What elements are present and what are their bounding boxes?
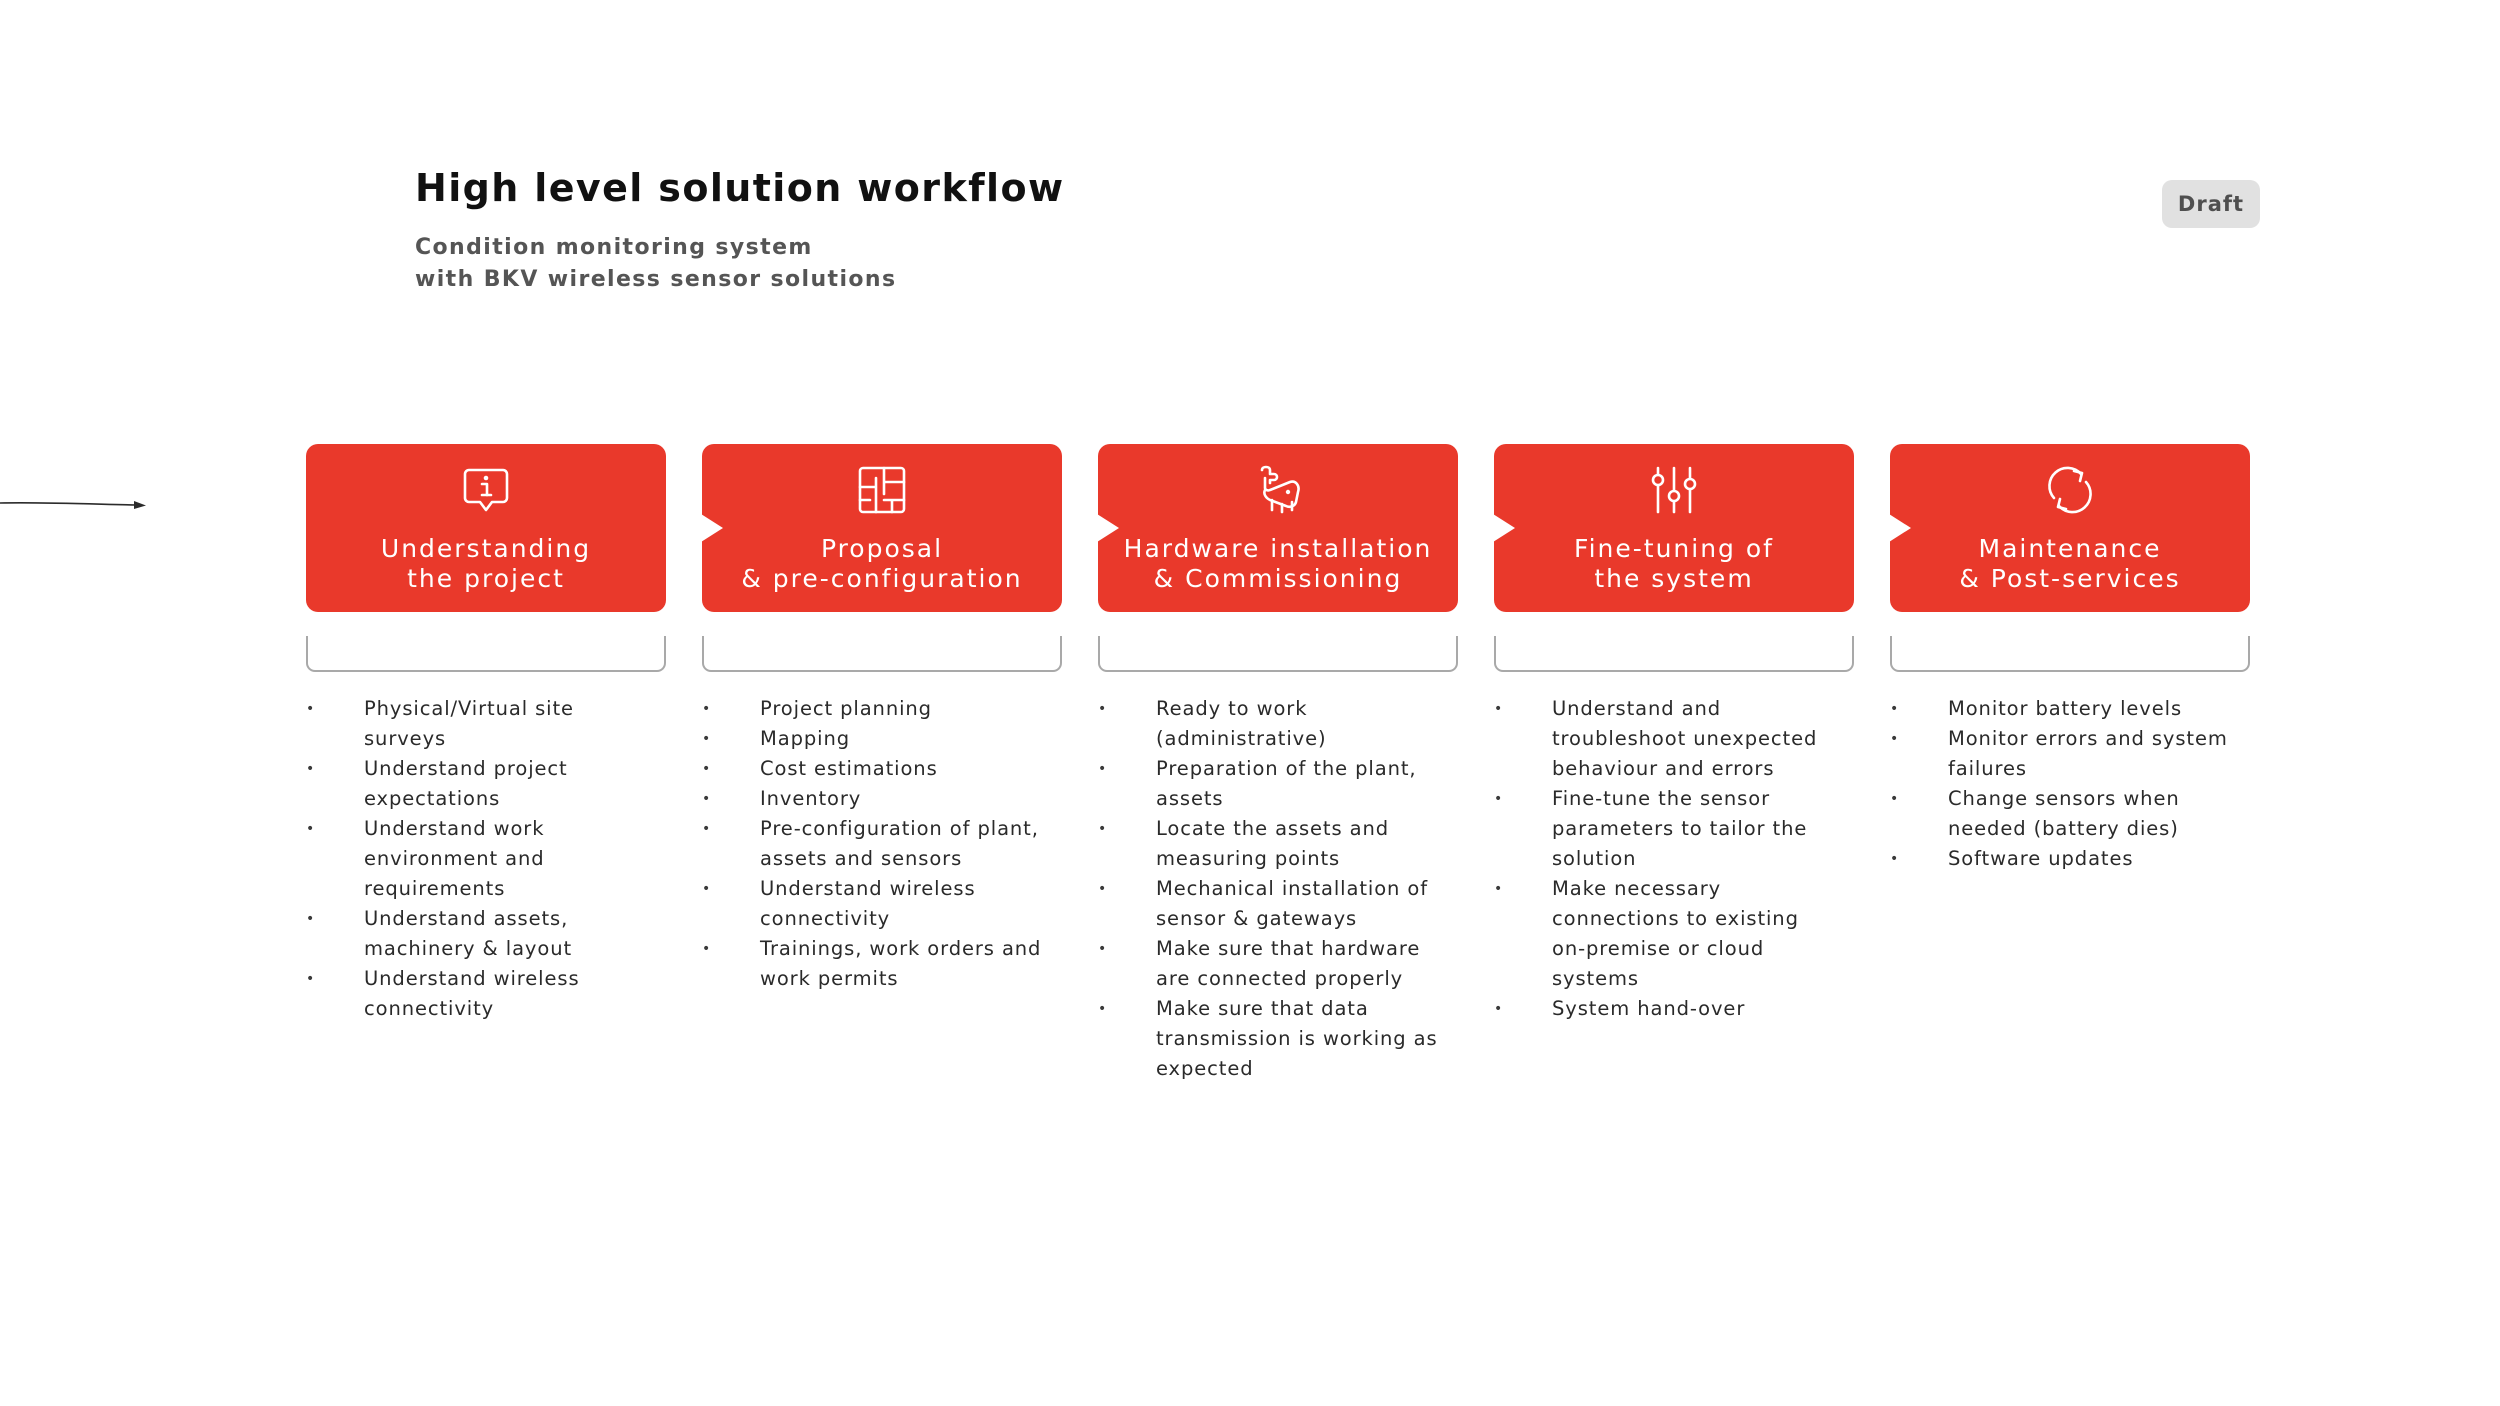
list-item: • Fine-tune the sensor parameters to tailor the solution: [1534, 784, 1834, 874]
list-item: • Mapping: [742, 724, 1042, 754]
list-item: • Cost estimations: [742, 754, 1042, 784]
list-item: • Mechanical installation of sensor & gateways: [1138, 874, 1438, 934]
list-item: • Make necessary connections to existing on-premise or cloud systems: [1534, 874, 1834, 994]
step-label: Hardware installation & Commissioning: [1123, 534, 1433, 593]
step-label: Proposal & pre-configuration: [741, 534, 1023, 593]
list-item: • Make sure that data transmission is working as expected: [1138, 994, 1438, 1084]
step-hardware: [1098, 444, 1458, 612]
bracket: [702, 636, 1062, 672]
list-item: • Software updates: [1930, 844, 2230, 874]
list-item: • Project planning: [742, 694, 1042, 724]
bracket: [306, 636, 666, 672]
step-2-bullets: [742, 694, 1042, 994]
list-item: • Physical/Virtual site surveys: [346, 694, 646, 754]
list-item: • Preparation of the plant, assets: [1138, 754, 1438, 814]
list-item: • Understand wireless connectivity: [346, 964, 646, 1024]
bracket: [1890, 636, 2250, 672]
bracket: [1494, 636, 1854, 672]
step-understanding: [306, 444, 666, 612]
step-fine-tuning: [1494, 444, 1854, 612]
step-maintenance: [1890, 444, 2250, 612]
info-speech-bubble-icon: [456, 460, 516, 520]
page-title: High level solution workflow: [415, 166, 1065, 210]
list-item: • Understand assets, machinery & layout: [346, 904, 646, 964]
list-item: • System hand-over: [1534, 994, 1834, 1024]
subtitle-line-1: Condition monitoring system: [415, 235, 813, 260]
refresh-icon: [2040, 460, 2100, 520]
pointer-arrow-icon: [0, 494, 150, 514]
list-item: • Inventory: [742, 784, 1042, 814]
step-label: Maintenance & Post-services: [1959, 534, 2181, 593]
sliders-icon: [1644, 460, 1704, 520]
step-4-bullets: [1534, 694, 1834, 1024]
list-item: • Understand work environment and requirements: [346, 814, 646, 904]
page-subtitle: [415, 232, 897, 296]
list-item: • Locate the assets and measuring points: [1138, 814, 1438, 874]
step-label: Fine-tuning of the system: [1574, 534, 1774, 593]
list-item: • Understand wireless connectivity: [742, 874, 1042, 934]
step-3-bullets: [1138, 694, 1438, 1084]
list-item: • Trainings, work orders and work permits: [742, 934, 1042, 994]
step-label: Understanding the project: [380, 534, 592, 593]
subtitle-line-2: with BKV wireless sensor solutions: [415, 267, 897, 292]
list-item: • Make sure that hardware are connected properly: [1138, 934, 1438, 994]
step-5-bullets: [1930, 694, 2230, 874]
bracket: [1098, 636, 1458, 672]
step-proposal: [702, 444, 1062, 612]
list-item: • Change sensors when needed (battery dies): [1930, 784, 2230, 844]
draft-badge: Draft: [2162, 180, 2260, 228]
step-1-bullets: [346, 694, 646, 1024]
list-item: • Monitor errors and system failures: [1930, 724, 2230, 784]
list-item: • Pre-configuration of plant, assets and sensors: [742, 814, 1042, 874]
floor-plan-icon: [852, 460, 912, 520]
list-item: • Monitor battery levels: [1930, 694, 2230, 724]
list-item: • Ready to work (administrative): [1138, 694, 1438, 754]
list-item: • Understand project expectations: [346, 754, 646, 814]
hardware-install-icon: [1248, 460, 1308, 520]
list-item: • Understand and troubleshoot unexpected behaviour and errors: [1534, 694, 1834, 784]
